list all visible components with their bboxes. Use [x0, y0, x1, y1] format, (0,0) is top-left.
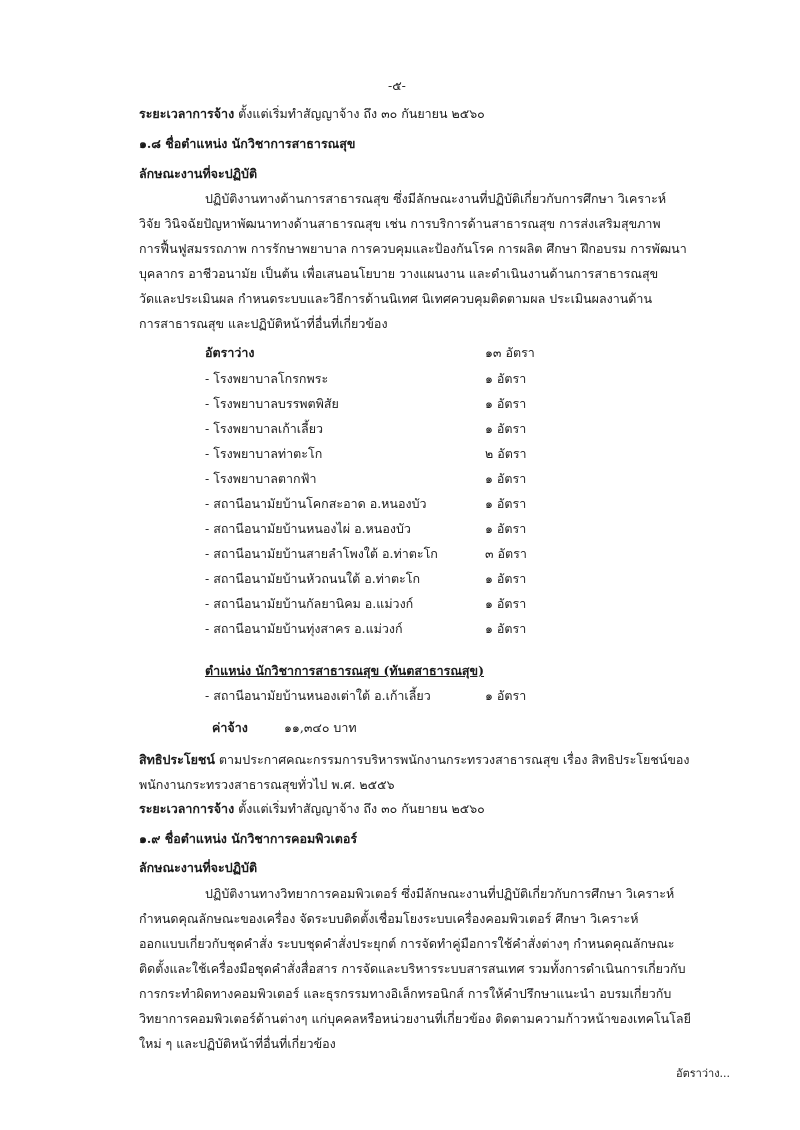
duties-line: กำหนดคุณลักษณะของเครื่อง จัดระบบติดตั้งเชื่อมโยงระบบเครื่องคอมพิวเตอร์ ศึกษา วิเคราะห์ — [139, 911, 639, 926]
duties-line: บุคลากร อาชีวอนามัย เป็นต้น เพื่อเสนอนโยบาย วางแผนงาน และดำเนินงานด้านการสาธารณสุข — [139, 266, 659, 281]
vacancy-count: ๓ อัตรา — [485, 546, 527, 561]
duties-line: ออกแบบเกี่ยวกับชุดคำสั่ง ระบบชุดคำสั่งประยุกต์ การจัดทำคู่มือการใช้คำสั่งต่างๆ กำหนดคุณลักษณะ — [139, 936, 675, 951]
position-heading-1-9: ๑.๙ ชื่อตำแหน่ง นักวิชาการคอมพิวเตอร์ — [139, 831, 358, 846]
benefits-line-1 — [139, 754, 690, 767]
duties-line: วิจัย วินิจฉัยปัญหาพัฒนาทางด้านสาธารณสุข เช่น การบริการด้านสาธารณสุข การส่งเสริมสุขภาพ — [139, 216, 661, 231]
page-number: -๕- — [388, 78, 406, 93]
duties-line: การกระทำผิดทางคอมพิวเตอร์ และธุรกรรมทางอิเล็กทรอนิกส์ การให้คำปรึกษาแนะนำ อบรมเกี่ยวกับ — [139, 986, 672, 1001]
vacancy-unit: - โรงพยาบาลตากฟ้า — [205, 471, 317, 486]
vacancy-count: ๑ อัตรา — [485, 471, 527, 486]
vacancy-unit: - สถานีอนามัยบ้านกัลยานิคม อ.แม่วงก์ — [205, 596, 414, 611]
vacancy-count: ๑ อัตรา — [485, 571, 527, 586]
duties-line: การฟื้นฟูสมรรถภาพ การรักษาพยาบาล การควบคุมและป้องกันโรค การผลิต ศึกษา ฝึกอบรม การพัฒนา — [139, 241, 687, 256]
sub-position-title: ตำแหน่ง นักวิชาการสาธารณสุข (ทันตสาธารณสุข) — [205, 663, 485, 678]
duties-line: วิทยาการคอมพิวเตอร์ด้านต่างๆ แก่บุคคลหรือหน่วยงานที่เกี่ยวข้อง ติดตามความก้าวหน้าของเทคโนโลยี — [139, 1011, 691, 1026]
vacancy-count: ๑ อัตรา — [485, 396, 527, 411]
employment-period-1 — [139, 108, 485, 121]
duties-line: การสาธารณสุข และปฏิบัติหน้าที่อื่นที่เกี่ยวข้อง — [139, 316, 388, 331]
vacancy-unit: - สถานีอนามัยบ้านโคกสะอาด อ.หนองบัว — [205, 496, 427, 511]
vacancy-count: ๑ อัตรา — [485, 421, 527, 436]
wage-label: ค่าจ้าง — [212, 720, 248, 735]
benefits-text: ตามประกาศคณะกรรมการบริหารพนักงานกระทรวงสาธารณสุข เรื่อง สิทธิประโยชน์ของ — [218, 752, 690, 767]
employment-period-label: ระยะเวลาการจ้าง — [139, 801, 235, 816]
duties-line: ใหม่ ๆ และปฏิบัติหน้าที่อื่นที่เกี่ยวข้อง — [139, 1036, 336, 1051]
vacancy-count: ๒ อัตรา — [485, 446, 527, 461]
vacancy-count: ๑ อัตรา — [485, 496, 527, 511]
employment-period-text: ตั้งแต่เริ่มทำสัญญาจ้าง ถึง ๓๐ กันยายน ๒๕๖๐ — [238, 801, 485, 816]
duties-line: ติดตั้งและใช้เครื่องมือชุดคำสั่งสื่อสาร การจัดและบริหารระบบสารสนเทศ รวมทั้งการดำเนินการเกี่ยวกับ — [139, 961, 686, 976]
duties-line: ปฏิบัติงานทางวิทยาการคอมพิวเตอร์ ซึ่งมีลักษณะงานที่ปฏิบัติเกี่ยวกับการศึกษา วิเคราะห์ — [205, 886, 675, 901]
duties-label-1-9: ลักษณะงานที่จะปฏิบัติ — [139, 860, 258, 875]
vacancy-unit: - สถานีอนามัยบ้านหัวถนนใต้ อ.ท่าตะโก — [205, 571, 421, 586]
vacancy-unit: - สถานีอนามัยบ้านสายลำโพงใต้ อ.ท่าตะโก — [205, 546, 438, 561]
employment-period-text: ตั้งแต่เริ่มทำสัญญาจ้าง ถึง ๓๐ กันยายน ๒๕๖๐ — [238, 106, 485, 121]
vacancy-unit: - โรงพยาบาลเก้าเลี้ยว — [205, 421, 324, 436]
vacancy-total: ๑๓ อัตรา — [485, 345, 535, 360]
vacancy-count: ๑ อัตรา — [485, 371, 527, 386]
duties-line: วัดและประเมินผล กำหนดระบบและวิธีการด้านนิเทศ นิเทศควบคุมติดตามผล ประเมินผลงานด้าน — [139, 291, 652, 306]
wage-row — [212, 722, 357, 735]
vacancy-unit: - โรงพยาบาลท่าตะโก — [205, 446, 323, 461]
benefits-line-2: พนักงานกระทรวงสาธารณสุขทั่วไป พ.ศ. ๒๕๕๖ — [139, 777, 395, 792]
vacancy-unit: - สถานีอนามัยบ้านหนองเต่าใต้ อ.เก้าเลี้ยว — [205, 688, 431, 703]
vacancy-label: อัตราว่าง — [205, 345, 255, 360]
duties-line: ปฏิบัติงานทางด้านการสาธารณสุข ซึ่งมีลักษณะงานที่ปฏิบัติเกี่ยวกับการศึกษา วิเคราะห์ — [205, 191, 667, 206]
wage-value: ๑๑,๓๔๐ บาท — [283, 720, 357, 735]
duties-label-1-8: ลักษณะงานที่จะปฏิบัติ — [139, 166, 258, 181]
employment-period-2 — [139, 803, 485, 816]
vacancy-unit: - สถานีอนามัยบ้านหนองไผ่ อ.หนองบัว — [205, 521, 411, 536]
vacancy-unit: - สถานีอนามัยบ้านทุ่งสาคร อ.แม่วงก์ — [205, 621, 403, 636]
vacancy-unit: - โรงพยาบาลโกรกพระ — [205, 371, 329, 386]
page-continuation: อัตราว่าง... — [676, 1067, 731, 1080]
benefits-label: สิทธิประโยชน์ — [139, 752, 215, 767]
employment-period-label: ระยะเวลาการจ้าง — [139, 106, 235, 121]
vacancy-count: ๑ อัตรา — [485, 596, 527, 611]
vacancy-count: ๑ อัตรา — [485, 688, 527, 703]
vacancy-count: ๑ อัตรา — [485, 621, 527, 636]
vacancy-count: ๑ อัตรา — [485, 521, 527, 536]
position-heading-1-8: ๑.๘ ชื่อตำแหน่ง นักวิชาการสาธารณสุข — [139, 136, 356, 151]
vacancy-unit: - โรงพยาบาลบรรพตพิสัย — [205, 396, 339, 411]
